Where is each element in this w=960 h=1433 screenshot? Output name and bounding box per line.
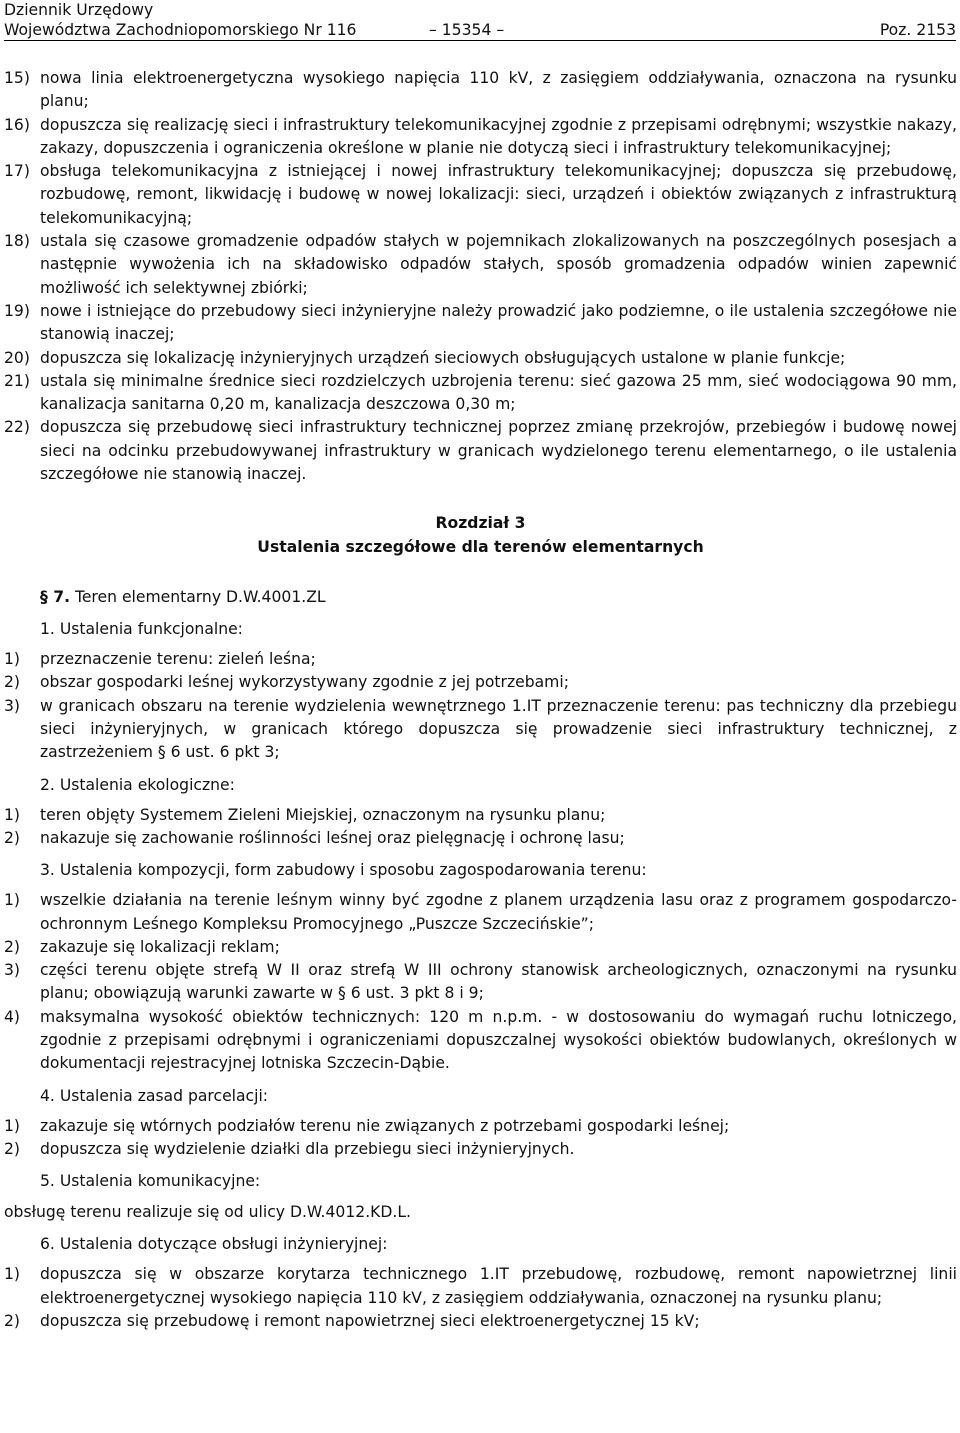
list-item <box>4 1115 957 1138</box>
list-item <box>4 416 957 486</box>
item-number: 2) <box>4 828 21 847</box>
paragraph-text: obsługę terenu realizuje się od ulicy D.W.4012.KD.L. <box>4 1203 411 1222</box>
item-text: nowe i istniejące do przebudowy sieci inżynieryjne należy prowadzić jako podziemne, o ile ustalenia szczegółowe nie stanowią inaczej; <box>40 301 957 344</box>
item-text: wszelkie działania na terenie leśnym winny być zgodne z planem urządzenia lasu oraz z programem gospodarczo-ochronnym Leśnego Kompleksu Promocyjnego „Puszcze Szczecińskie”; <box>40 891 957 933</box>
subsection-heading: 3. Ustalenia kompozycji, form zabudowy i sposobu zagospodarowania terenu: <box>40 861 647 880</box>
item-text: dopuszcza się w obszarze korytarza technicznego 1.IT przebudowę, rozbudowę, remont napowietrznej linii elektroenergetycznej wysokiego napięcia 110 kV, z zasięgiem oddziaływania, oznaczonej na rysunku planu; <box>40 1265 957 1307</box>
item-text: dopuszcza się przebudowę i remont napowietrznej sieci elektroenergetycznej 15 kV; <box>40 1311 700 1330</box>
list-item <box>4 1006 957 1076</box>
position-number: Poz. 2153 <box>879 21 956 39</box>
page-number: – 15354 – <box>429 21 505 39</box>
item-text: nakazuje się zachowanie roślinności leśnej oraz pielęgnację i ochronę lasu; <box>40 828 625 847</box>
item-number: 3) <box>4 961 21 980</box>
item-number: 3) <box>4 696 21 715</box>
item-text: dopuszcza się realizację sieci i infrastruktury telekomunikacyjnej zgodnie z przepisami odrębnymi; wszystkie nakazy, zakazy, dopuszczenia i ograniczenia określone w planie nie dotyczą sieci i infrastruktury telekomunikacyjnej; <box>40 115 957 157</box>
list-item <box>4 370 957 417</box>
chapter-subtitle: Ustalenia szczegółowe dla terenów elementarnych <box>257 537 704 556</box>
chapter-heading <box>4 512 957 559</box>
general-rules-list <box>4 67 957 486</box>
list-item <box>4 347 957 370</box>
item-number: 1) <box>4 650 21 669</box>
item-number: 2) <box>4 1311 21 1330</box>
item-text: obszar gospodarki leśnej wykorzystywany zgodnie z jej potrzebami; <box>40 673 569 692</box>
section-title: Teren elementarny D.W.4001.ZL <box>74 588 326 607</box>
item-text: zakazuje się wtórnych podziałów terenu nie związanych z potrzebami gospodarki leśnej; <box>40 1116 730 1135</box>
list-item <box>4 936 957 959</box>
item-text: obsługa telekomunikacyjna z istniejącej i nowej infrastruktury telekomunikacyjnej; dopuszcza się przebudowę, rozbudowę, remont, likwidację i budowę w nowej lokalizacji: sieci, urządzeń i obiektów związanych z infrastrukturą telekomunikacyjną; <box>40 162 957 227</box>
item-number: 19) <box>4 301 30 320</box>
section-heading <box>4 585 957 609</box>
subsection-heading: 4. Ustalenia zasad parcelacji: <box>40 1086 269 1105</box>
item-text: zakazuje się lokalizacji reklam; <box>40 937 280 956</box>
section-mark: § 7. <box>40 588 70 607</box>
header-rule <box>4 40 956 41</box>
page-header <box>4 0 956 40</box>
item-number: 2) <box>4 673 21 692</box>
document-body <box>4 67 957 1333</box>
item-text: nowa linia elektroenergetyczna wysokiego napięcia 110 kV, z zasięgiem oddziaływania, oznaczona na rysunku planu; <box>40 69 957 111</box>
item-number: 20) <box>4 348 30 367</box>
item-number: 2) <box>4 937 21 956</box>
list-item <box>4 889 957 936</box>
item-number: 16) <box>4 115 30 134</box>
item-number: 15) <box>4 69 30 87</box>
list-item <box>4 827 957 850</box>
item-number: 22) <box>4 418 30 437</box>
item-text: maksymalna wysokość obiektów technicznych: 120 m n.p.m. - w dostosowaniu do wymagań ruchu lotniczego, zgodnie z przepisami odrębnymi i ograniczeniami dopuszczalnej wysokości obiektów budowlanych, określonych w dokumentacji rejestracyjnej lotniska Szczecin-Dąbie. <box>40 1007 957 1073</box>
item-number: 18) <box>4 232 30 251</box>
item-text: w granicach obszaru na terenie wydzielenia wewnętrznego 1.IT przeznaczenie terenu: pas techniczny dla przebiegu sieci inżynieryjnych, w granicach którego dopuszcza się prowadzenie sieci infrastruktury technicznej, z zastrzeżeniem § 6 ust. 6 pkt 3; <box>40 696 957 762</box>
item-text: teren objęty Systemem Zieleni Miejskiej, oznaczonym na rysunku planu; <box>40 805 606 824</box>
item-text: dopuszcza się przebudowę sieci infrastruktury technicznej poprzez zmianę przekrojów, przebiegów i budowę nowej sieci na odcinku przebudowywanej infrastruktury w granicach wydzielonego terenu elementarnego, o ile ustalenia szczegółowe nie stanowią inaczej. <box>40 418 957 484</box>
item-number: 17) <box>4 162 30 181</box>
list-item <box>4 648 957 671</box>
list-item <box>4 160 957 230</box>
item-text: przeznaczenie terenu: zieleń leśna; <box>40 650 316 669</box>
item-text: ustala się minimalne średnice sieci rozdzielczych uzbrojenia terenu: sieć gazowa 25 mm, sieć wodociągowa 90 mm, kanalizacja sanitarna 0,20 m, kanalizacja deszczowa 0,30 m; <box>40 371 957 414</box>
list-item <box>4 1138 957 1161</box>
subsection-heading: 5. Ustalenia komunikacyjne: <box>40 1172 261 1191</box>
item-number: 1) <box>4 805 21 824</box>
list-item <box>4 804 957 827</box>
list-item <box>4 671 957 694</box>
item-number: 21) <box>4 371 30 390</box>
item-text: ustala się czasowe gromadzenie odpadów stałych w pojemnikach zlokalizowanych na poszczególnych posesjach a następnie wywożenia ich na składowisko odpadów stałych, sposób gromadzenia odpadów winien zapewnić możliwość ich selektywnej zbiórki; <box>40 232 957 297</box>
list-item <box>4 300 957 347</box>
list-item <box>4 67 957 114</box>
subsection-heading: 2. Ustalenia ekologiczne: <box>40 775 235 794</box>
subsection-heading: 6. Ustalenia dotyczące obsługi inżynieryjnej: <box>40 1235 388 1254</box>
list-item <box>4 114 957 161</box>
journal-title: Dziennik Urzędowy <box>4 1 154 19</box>
item-number: 1) <box>4 1265 21 1284</box>
item-number: 1) <box>4 1116 21 1135</box>
item-text: dopuszcza się lokalizację inżynieryjnych urządzeń sieciowych obsługujących ustalone w planie funkcje; <box>40 348 846 367</box>
item-text: części terenu objęte strefą W II oraz strefą W III ochrony stanowisk archeologicznych, oznaczonymi na rysunku planu; obowiązują warunki zawarte w § 6 ust. 3 pkt 8 i 9; <box>40 961 957 1003</box>
list-item <box>4 959 957 1006</box>
item-number: 1) <box>4 891 21 910</box>
item-number: 2) <box>4 1139 21 1158</box>
item-text: dopuszcza się wydzielenie działki dla przebiegu sieci inżynieryjnych. <box>40 1139 575 1158</box>
chapter-title: Rozdział 3 <box>435 514 526 533</box>
list-item <box>4 1310 957 1333</box>
journal-region: Województwa Zachodniopomorskiego Nr 116 <box>4 21 357 39</box>
list-item <box>4 695 957 765</box>
item-number: 4) <box>4 1007 21 1026</box>
subsection-heading: 1. Ustalenia funkcjonalne: <box>40 620 243 639</box>
list-item <box>4 1263 957 1310</box>
list-item <box>4 230 957 300</box>
